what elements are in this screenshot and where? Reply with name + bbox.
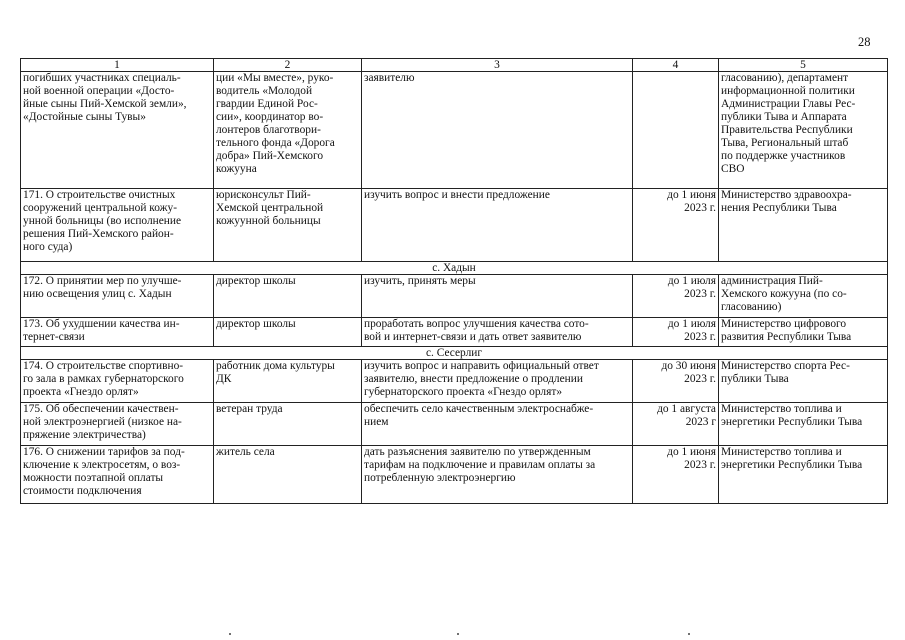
action-cell: заявителю <box>362 72 633 189</box>
deadline-cell: до 1 июня 2023 г. <box>633 446 719 504</box>
action-cell: изучить, принять меры <box>362 275 633 318</box>
deadline-cell: до 30 июня 2023 г. <box>633 360 719 403</box>
question-cell: 171. О строительстве очистных сооружений центральной кожу- унной больницы (во исполнение решения Пий-Хемского район- ного суда) <box>21 189 214 262</box>
scan-speck <box>457 633 459 635</box>
column-number: 2 <box>214 59 362 72</box>
applicant-cell: работник дома культуры ДК <box>214 360 362 403</box>
responsible-cell: Министерство топлива и энергетики Республики Тыва <box>719 446 888 504</box>
applicant-cell: юрисконсульт Пий- Хемской центральной кожуунной больницы <box>214 189 362 262</box>
deadline-cell: до 1 июля 2023 г. <box>633 275 719 318</box>
responsible-cell: гласованию), департамент информационной политики Администрации Главы Рес- публики Тыва и Аппарата Правительства Республики Тыва, Региональный штаб по поддержке участников СВО <box>719 72 888 189</box>
question-cell: погибших участниках специаль- ной военной операции «Досто- йные сыны Пий-Хемской земли», «Достойные сыны Тувы» <box>21 72 214 189</box>
scan-speck <box>688 633 690 635</box>
applicant-cell: ветеран труда <box>214 403 362 446</box>
question-cell: 172. О принятии мер по улучше- нию освещения улиц с. Хадын <box>21 275 214 318</box>
question-cell: 174. О строительстве спортивно- го зала в рамках губернаторского проекта «Гнездо орлят» <box>21 360 214 403</box>
column-number-row <box>21 59 888 72</box>
column-number: 3 <box>362 59 633 72</box>
column-number: 4 <box>633 59 719 72</box>
deadline-cell: до 1 июня 2023 г. <box>633 189 719 262</box>
deadline-cell: до 1 июля 2023 г. <box>633 318 719 347</box>
question-cell: 176. О снижении тарифов за под- ключение к электросетям, о воз- можности поэтапной оплаты стоимости подключения <box>21 446 214 504</box>
responsible-cell: Министерство цифрового развития Республики Тыва <box>719 318 888 347</box>
table-row <box>21 360 888 403</box>
column-number: 5 <box>719 59 888 72</box>
action-cell: обеспечить село качественным электроснабже- нием <box>362 403 633 446</box>
table-row <box>21 403 888 446</box>
responsible-cell: Министерство здравоохра- нения Республики Тыва <box>719 189 888 262</box>
deadline-cell: до 1 августа 2023 г <box>633 403 719 446</box>
action-cell: изучить вопрос и направить официальный ответ заявителю, внести предложение о продлении губернаторского проекта «Гнездо орлят» <box>362 360 633 403</box>
applicant-cell: житель села <box>214 446 362 504</box>
section-row <box>21 347 888 360</box>
section-title: с. Сесерлиг <box>21 347 888 360</box>
scan-speck <box>229 633 231 635</box>
deadline-cell <box>633 72 719 189</box>
table-row <box>21 189 888 262</box>
section-row <box>21 262 888 275</box>
responsible-cell: администрация Пий- Хемского кожууна (по со- гласованию) <box>719 275 888 318</box>
applicant-cell: ции «Мы вместе», руко- водитель «Молодой гвардии Единой Рос- сии», координатор во- лонтеров благотвори- тельного фонда «Дорога добра» Пий-Хемского кожууна <box>214 72 362 189</box>
applicant-cell: директор школы <box>214 318 362 347</box>
question-cell: 173. Об ухудшении качества ин- тернет-связи <box>21 318 214 347</box>
responsible-cell: Министерство спорта Рес- публики Тыва <box>719 360 888 403</box>
column-number: 1 <box>21 59 214 72</box>
applicant-cell: директор школы <box>214 275 362 318</box>
question-cell: 175. Об обеспечении качествен- ной электроэнергией (низкое на- пряжение электричества) <box>21 403 214 446</box>
table-row <box>21 275 888 318</box>
table-row <box>21 72 888 189</box>
responsible-cell: Министерство топлива и энергетики Республики Тыва <box>719 403 888 446</box>
decisions-table <box>20 58 888 504</box>
page-number: 28 <box>858 35 871 49</box>
action-cell: проработать вопрос улучшения качества сото- вой и интернет-связи и дать ответ заявителю <box>362 318 633 347</box>
action-cell: изучить вопрос и внести предложение <box>362 189 633 262</box>
table-row <box>21 318 888 347</box>
action-cell: дать разъяснения заявителю по утвержденным тарифам на подключение и правилам оплаты за потребленную электроэнергию <box>362 446 633 504</box>
section-title: с. Хадын <box>21 262 888 275</box>
table-row <box>21 446 888 504</box>
